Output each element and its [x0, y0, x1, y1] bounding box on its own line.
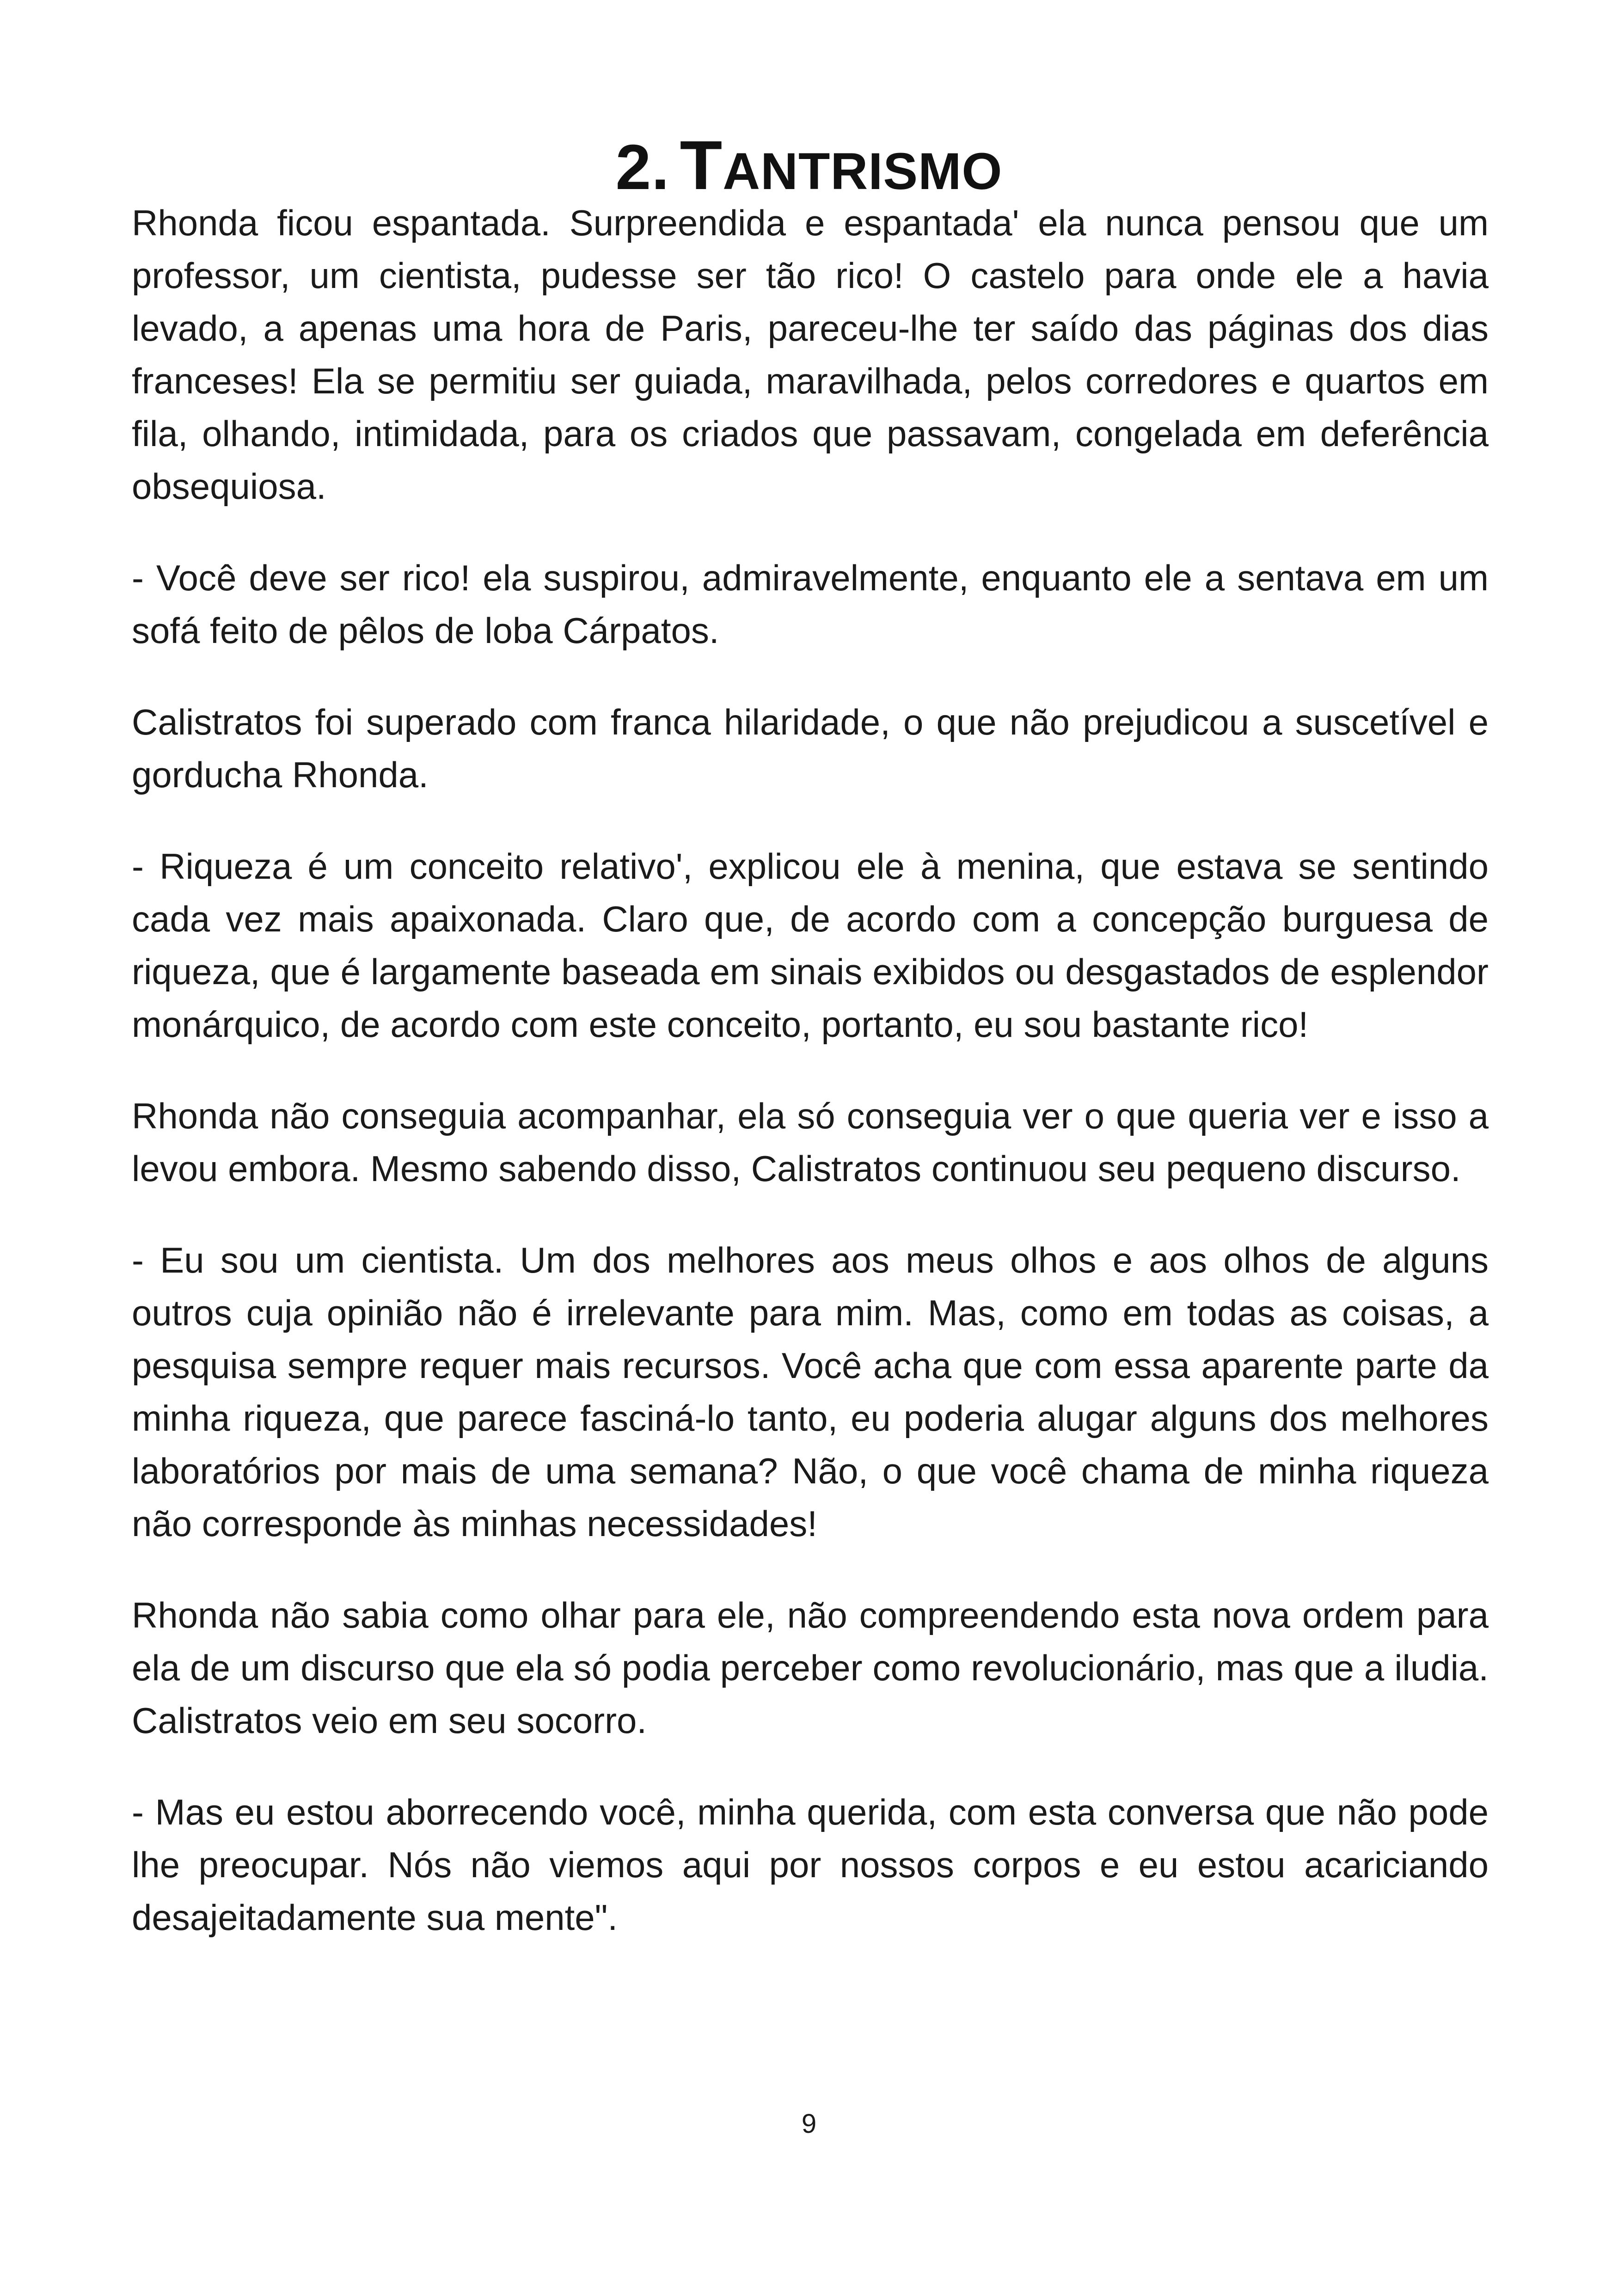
paragraph-3: Calistratos foi superado com franca hilaridade, o que não prejudicou a suscetível e gorducha Rhonda.	[132, 702, 1489, 795]
paragraph-7: Rhonda não sabia como olhar para ele, não compreendendo esta nova ordem para ela de um discurso que ela só podia perceber como revolucionário, mas que a iludia. Calistratos veio em seu socorro.	[132, 1595, 1489, 1741]
chapter-title-rest: ANTRISMO	[723, 142, 1003, 201]
chapter-number: 2.	[615, 132, 670, 203]
paragraph-8: - Mas eu estou aborrecendo você, minha querida, com esta conversa que não pode lhe preocupar. Nós não viemos aqui por nossos corpos e eu estou acariciando desajeitadamente sua mente".	[132, 1792, 1489, 1938]
paragraph-5: Rhonda não conseguia acompanhar, ela só conseguia ver o que queria ver e isso a levou embora. Mesmo sabendo disso, Calistratos continuou seu pequeno discurso.	[132, 1096, 1489, 1189]
paragraph-4: - Riqueza é um conceito relativo', explicou ele à menina, que estava se sentindo cada vez mais apaixonada. Claro que, de acordo com a concepção burguesa de riqueza, que é largamente baseada em sinais exibidos ou desgastados de esplendor monárquico, de acordo com este conceito, portanto, eu sou bastante rico!	[132, 846, 1489, 1045]
chapter-title-initial: T	[680, 126, 723, 204]
page-number: 9	[801, 2109, 817, 2139]
paragraph-1: Rhonda ficou espantada. Surpreendida e espantada' ela nunca pensou que um professor, um cientista, pudesse ser tão rico! O castelo para onde ele a havia levado, a apenas uma hora de Paris, pareceu-lhe ter saído das páginas dos dias franceses! Ela se permitiu ser guiada, maravilhada, pelos corredores e quartos em fila, olhando, intimidada, para os criados que passavam, congelada em deferência obsequiosa.	[132, 202, 1489, 507]
chapter-body	[132, 196, 1489, 1983]
paragraph-6: - Eu sou um cientista. Um dos melhores aos meus olhos e aos olhos de alguns outros cuja opinião não é irrelevante para mim. Mas, como em todas as coisas, a pesquisa sempre requer mais recursos. Você acha que com essa aparente parte da minha riqueza, que parece fasciná-lo tanto, eu poderia alugar alguns dos melhores laboratórios por mais de uma semana? Não, o que você chama de minha riqueza não corresponde às minhas necessidades!	[132, 1240, 1489, 1544]
paragraph-2: - Você deve ser rico! ela suspirou, admiravelmente, enquanto ele a sentava em um sofá feito de pêlos de loba Cárpatos.	[132, 557, 1489, 651]
